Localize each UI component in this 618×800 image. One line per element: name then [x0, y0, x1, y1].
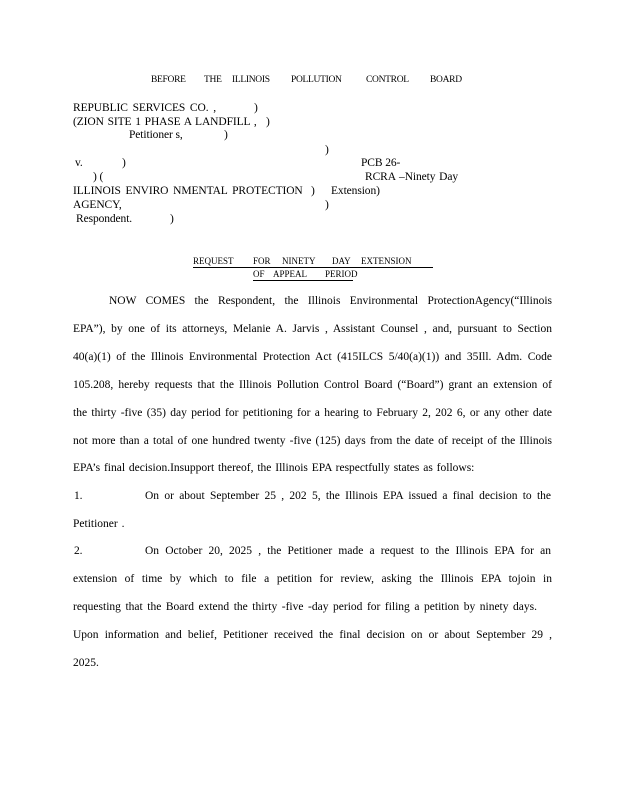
header-word-board: BOARD [430, 75, 462, 85]
caption-paren: ) [170, 213, 174, 225]
title-word-period: PERIOD [325, 269, 358, 279]
caption-paren: ) ( [93, 171, 104, 183]
title-word-of: OF [253, 269, 265, 279]
body-line: Upon information and belief, Petitioner received the final decision on or about September 29 , [73, 629, 552, 641]
case-number: PCB 26- [361, 157, 401, 169]
caption-paren: ) [311, 185, 315, 197]
body-line: requesting that the Board extend the thirty -five -day period for filing a petition by ninety days. [73, 601, 537, 613]
title-word-request: REQUEST [193, 256, 234, 266]
body-line: EPA’s final decision.Insupport thereof, the Illinois EPA respectfully states as follows: [73, 462, 475, 474]
caption-paren: ) [266, 116, 270, 128]
title-word-ninety: NINETY [282, 256, 316, 266]
title-word-for: FOR [253, 256, 271, 266]
versus-label: v. [75, 157, 83, 169]
caption-paren: ) [325, 199, 329, 211]
body-line: 105.208, hereby requests that the Illinois Pollution Control Board (“Board”) grant an extension of [73, 379, 552, 391]
title-word-day: DAY [332, 256, 351, 266]
header-word-before: BEFORE [151, 75, 186, 85]
header-word-illinois: ILLINOIS [232, 75, 270, 85]
header-word-pollution: POLLUTION [291, 75, 342, 85]
petitioner-name-line1: REPUBLIC SERVICES CO. , [73, 102, 217, 114]
body-line: On October 20, 2025 , the Petitioner made a request to the Illinois EPA for an [145, 545, 551, 557]
body-line: Petitioner . [73, 518, 125, 530]
item-number: 2. [74, 545, 83, 557]
header-word-the: THE [204, 75, 222, 85]
title-word-extension: EXTENSION [361, 256, 412, 266]
title-underline [193, 267, 433, 268]
item-number: 1. [74, 490, 83, 502]
body-line: On or about September 25 , 202 5, the Illinois EPA issued a final decision to the [145, 490, 551, 502]
respondent-label: Respondent. [76, 213, 133, 225]
extension-label: Extension) [331, 185, 380, 197]
body-line: 40(a)(1) of the Illinois Environmental Protection Act (415ILCS 5/40(a)(1)) and 35Ill. Adm. Code [73, 351, 552, 363]
body-line: the thirty -five (35) day period for petitioning for a hearing to February 2, 202 6, or any other date [73, 407, 552, 419]
caption-paren: ) [254, 102, 258, 114]
petitioner-name-line2: (ZION SITE 1 PHASE A LANDFILL , [73, 116, 257, 128]
petitioner-label: Petitioner s, [129, 129, 183, 141]
case-type: RCRA –Ninety Day [365, 171, 459, 183]
respondent-name-line2: AGENCY, [73, 199, 122, 211]
body-line: not more than a total of one hundred twenty -five (125) days from the date of receipt of the Illinois [73, 435, 552, 447]
header-word-control: CONTROL [366, 75, 409, 85]
body-line: EPA”), by one of its attorneys, Melanie A. Jarvis , Assistant Counsel , and, pursuant to Section [73, 323, 552, 335]
body-line: NOW COMES the Respondent, the Illinois Environmental ProtectionAgency(“Illinois [109, 295, 552, 307]
body-line: 2025. [73, 657, 99, 669]
caption-paren: ) [325, 144, 329, 156]
title-word-appeal: APPEAL [273, 269, 308, 279]
body-line: extension of time by which to file a petition for review, asking the Illinois EPA tojoin in [73, 573, 552, 585]
caption-paren: ) [224, 129, 228, 141]
caption-paren: ) [122, 157, 126, 169]
respondent-name-line1: ILLINOIS ENVIRO NMENTAL PROTECTION [73, 185, 303, 197]
title-underline [253, 280, 353, 281]
